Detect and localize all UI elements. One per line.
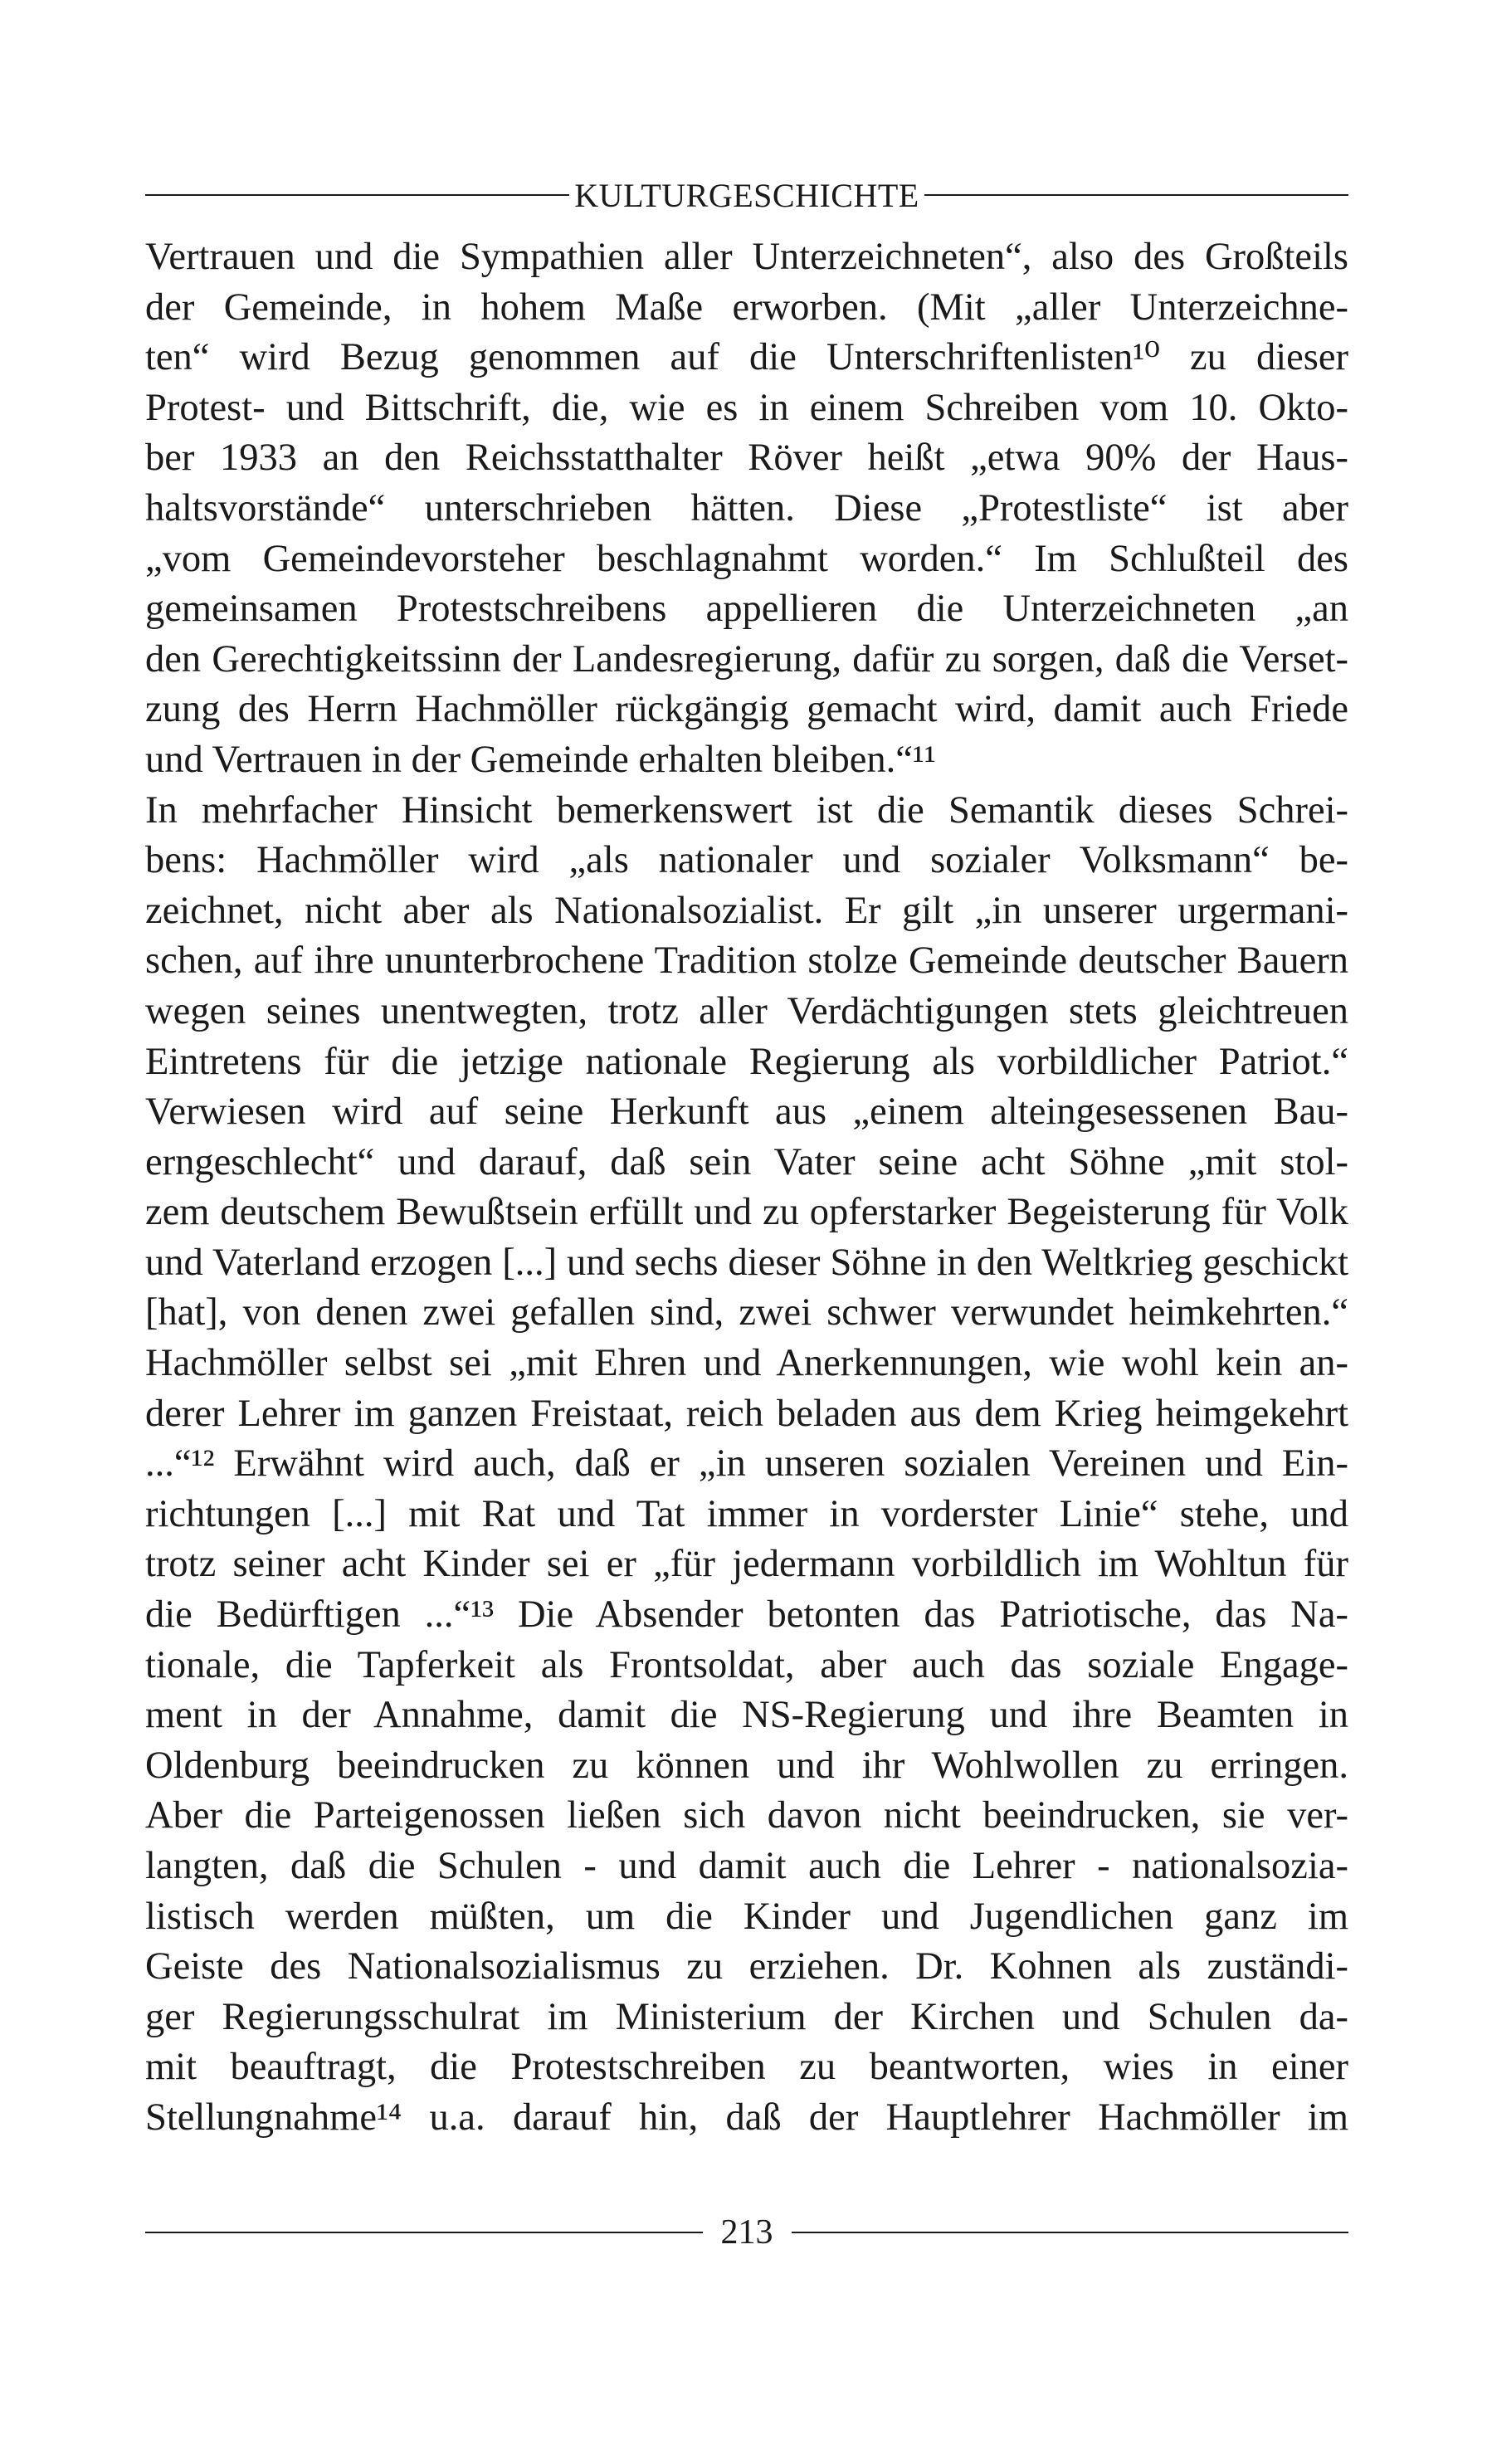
text-line: ment in der Annahme, damit die NS-Regierung und ihre Beamten in (145, 1694, 1348, 1737)
text-line: ber 1933 an den Reichsstatthalter Röver heißt „etwa 90% der Haus- (145, 437, 1348, 480)
body-text (145, 232, 1348, 2144)
text-line: Protest- und Bittschrift, die, wie es in einem Schreiben vom 10. Okto- (145, 386, 1348, 429)
text-line: bens: Hachmöller wird „als nationaler und sozialer Volksmann“ be- (145, 839, 1348, 882)
text-line: schen, auf ihre ununterbrochene Tradition stolze Gemeinde deutscher Bauern (145, 939, 1348, 983)
text-line: wegen seines unentwegten, trotz aller Verdächtigungen stets gleichtreuen (145, 989, 1348, 1032)
text-line: tionale, die Tapferkeit als Frontsoldat, aber auch das soziale Engage- (145, 1643, 1348, 1686)
text-line: Verwiesen wird auf seine Herkunft aus „einem alteingesessenen Bau- (145, 1091, 1348, 1134)
header-rule-left (145, 194, 569, 196)
running-header (145, 170, 1348, 220)
text-line: „vom Gemeindevorsteher beschlagnahmt worden.“ Im Schlußteil des (145, 537, 1348, 580)
header-rule-right (924, 194, 1348, 196)
text-line: Oldenburg beeindrucken zu können und ihr Wohlwollen zu erringen. (145, 1744, 1348, 1787)
text-line: Stellungnahme¹⁴ u.a. darauf hin, daß der Hauptlehrer Hachmöller im (145, 2096, 1348, 2139)
page-footer (145, 2208, 1348, 2257)
footer-rule-right (792, 2232, 1349, 2233)
running-header-title: KULTURGESCHICHTE (574, 176, 919, 214)
text-line: langten, daß die Schulen - und damit auch die Lehrer - nationalsozia- (145, 1845, 1348, 1887)
text-line: haltsvorstände“ unterschrieben hätten. Diese „Protestliste“ ist aber (145, 486, 1348, 529)
text-line: ten“ wird Bezug genommen auf die Unterschriftenlisten¹⁰ zu dieser (145, 336, 1348, 379)
text-line: und Vaterland erzogen [...] und sechs dieser Söhne in den Weltkrieg geschickt (145, 1241, 1348, 1284)
text-line: mit beauftragt, die Protestschreiben zu beantworten, wies in einer (145, 2046, 1348, 2089)
text-line: Hachmöller selbst sei „mit Ehren und Anerkennungen, wie wohl kein an- (145, 1342, 1348, 1385)
text-line: den Gerechtigkeitssinn der Landesregierung, dafür zu sorgen, daß die Verset- (145, 637, 1348, 681)
text-line: ...“¹² Erwähnt wird auch, daß er „in unseren sozialen Vereinen und Ein- (145, 1442, 1348, 1486)
text-line: ger Regierungsschulrat im Ministerium der Kirchen und Schulen da- (145, 1995, 1348, 2038)
footer-rule-left (145, 2232, 703, 2233)
text-line: listisch werden müßten, um die Kinder und Jugendlichen ganz im (145, 1895, 1348, 1938)
text-line: Aber die Parteigenossen ließen sich davon nicht beeindrucken, sie ver- (145, 1794, 1348, 1837)
text-line: und Vertrauen in der Gemeinde erhalten bleiben.“¹¹ (145, 738, 936, 781)
text-line: erngeschlecht“ und darauf, daß sein Vater seine acht Söhne „mit stol- (145, 1140, 1348, 1183)
text-line: die Bedürftigen ...“¹³ Die Absender betonten das Patriotische, das Na- (145, 1593, 1348, 1637)
text-line: richtungen [...] mit Rat und Tat immer in vorderster Linie“ stehe, und (145, 1492, 1348, 1535)
text-line: zeichnet, nicht aber als Nationalsozialist. Er gilt „in unserer urgermani- (145, 889, 1348, 932)
text-line: zem deutschem Bewußtsein erfüllt und zu opferstarker Begeisterung für Volk (145, 1191, 1348, 1234)
text-line: trotz seiner acht Kinder sei er „für jedermann vorbildlich im Wohltun für (145, 1543, 1348, 1586)
text-line: derer Lehrer im ganzen Freistaat, reich beladen aus dem Krieg heimgekehrt (145, 1392, 1348, 1435)
text-line: In mehrfacher Hinsicht bemerkenswert ist die Semantik dieses Schrei- (145, 788, 1348, 832)
text-line: der Gemeinde, in hohem Maße erworben. (Mit „aller Unterzeichne- (145, 285, 1348, 329)
text-line: zung des Herrn Hachmöller rückgängig gemacht wird, damit auch Friede (145, 688, 1348, 731)
text-line: gemeinsamen Protestschreibens appellieren die Unterzeichneten „an (145, 588, 1348, 631)
text-line: Eintretens für die jetzige nationale Regierung als vorbildlicher Patriot.“ (145, 1040, 1348, 1083)
text-line: [hat], von denen zwei gefallen sind, zwei schwer verwundet heimkehrten.“ (145, 1291, 1348, 1334)
page-number: 213 (720, 2213, 773, 2252)
text-line: Geiste des Nationalsozialismus zu erziehen. Dr. Kohnen als zuständi- (145, 1945, 1348, 1988)
text-line: Vertrauen und die Sympathien aller Unterzeichneten“, also des Großteils (145, 236, 1348, 278)
